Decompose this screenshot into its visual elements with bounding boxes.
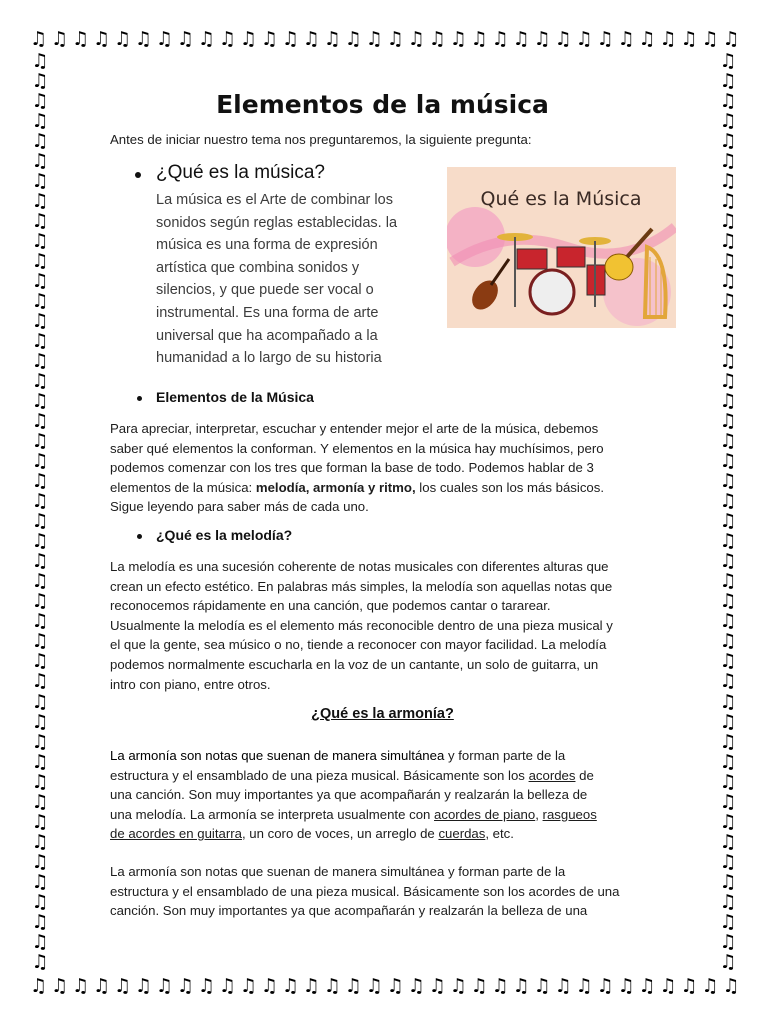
bullet-dot <box>135 172 141 178</box>
link-acordes-piano[interactable]: acordes de piano <box>434 806 536 822</box>
body-line: música es una forma de expresión <box>156 237 378 254</box>
body-line <box>110 805 655 825</box>
music-note-icon: ♫ <box>533 975 551 997</box>
music-note-icon: ♫ <box>407 28 425 50</box>
music-note-icon: ♫ <box>31 750 49 773</box>
music-note-icon: ♫ <box>31 390 49 413</box>
body-line: una canción. Son muy importantes ya que acompañarán y realzarán la belleza de <box>110 787 588 803</box>
music-note-icon: ♫ <box>31 170 49 193</box>
music-note-icon: ♫ <box>31 850 49 873</box>
music-note-icon: ♫ <box>31 70 49 93</box>
music-note-icon: ♫ <box>31 530 49 553</box>
music-note-icon: ♫ <box>719 430 737 453</box>
music-note-icon: ♫ <box>449 28 467 50</box>
music-note-icon: ♫ <box>302 28 320 50</box>
music-note-icon: ♫ <box>323 975 341 997</box>
music-note-icon: ♫ <box>31 570 49 593</box>
border-right <box>716 52 740 972</box>
music-note-icon: ♫ <box>719 190 737 213</box>
bullet-dot <box>137 396 142 401</box>
music-note-icon: ♫ <box>31 410 49 433</box>
link-rasgueos[interactable]: rasgueos <box>542 806 597 822</box>
music-note-icon: ♫ <box>365 975 383 997</box>
text-span: de <box>575 767 594 783</box>
link-acordes[interactable]: acordes <box>528 767 576 783</box>
music-note-icon: ♫ <box>719 810 737 833</box>
body-line: podemos normalmente escucharla en la voz de un cantante, un solo de guitarra, un <box>110 656 599 672</box>
text-span: estructura y el ensamblado de una pieza musical. Básicamente son los <box>110 767 529 783</box>
body-line: universal que ha acompañado a la <box>156 327 378 344</box>
text-span: una melodía. La armonía se interpreta usualmente con <box>110 806 435 822</box>
elements-heading: Elementos de la Música <box>156 389 314 405</box>
music-note-icon: ♫ <box>344 975 362 997</box>
music-note-icon: ♫ <box>31 130 49 153</box>
music-note-icon: ♫ <box>31 670 49 693</box>
music-note-icon: ♫ <box>71 975 90 997</box>
music-note-icon: ♫ <box>719 170 737 193</box>
music-note-icon: ♫ <box>134 975 152 997</box>
body-line: La melodía es una sucesión coherente de notas musicales con diferentes alturas que <box>110 559 609 574</box>
music-note-icon: ♫ <box>719 570 737 593</box>
music-note-icon: ♫ <box>31 230 49 253</box>
music-note-icon: ♫ <box>31 770 49 793</box>
music-note-icon: ♫ <box>31 630 49 653</box>
music-note-icon: ♫ <box>470 975 488 997</box>
music-note-icon: ♫ <box>31 550 49 573</box>
music-note-icon: ♫ <box>719 350 737 373</box>
music-note-icon: ♫ <box>31 190 49 213</box>
body-line: Usualmente la melodía es el elemento más reconocible dentro de una pieza musical y <box>110 617 613 633</box>
music-note-icon: ♫ <box>197 975 215 997</box>
body-line <box>110 746 655 766</box>
music-note-icon: ♫ <box>719 230 737 253</box>
music-note-icon: ♫ <box>719 590 737 613</box>
music-note-icon: ♫ <box>719 270 737 293</box>
music-note-icon: ♫ <box>719 510 737 533</box>
music-note-icon: ♫ <box>239 28 257 50</box>
music-note-icon: ♫ <box>31 250 49 273</box>
body-line: intro con piano, entre otros. <box>110 676 271 692</box>
music-note-icon: ♫ <box>197 28 215 50</box>
music-note-icon: ♫ <box>719 830 737 853</box>
music-note-icon: ♫ <box>719 770 737 793</box>
music-note-icon: ♫ <box>617 28 635 50</box>
music-note-icon: ♫ <box>31 950 49 972</box>
music-note-icon: ♫ <box>155 28 173 50</box>
music-note-icon: ♫ <box>719 250 737 273</box>
music-note-icon: ♫ <box>719 52 737 72</box>
music-note-icon: ♫ <box>344 28 362 50</box>
text-span: , etc. <box>485 826 514 842</box>
body-line: humanidad a lo largo de su historia <box>156 350 382 367</box>
illustration-svg <box>447 167 676 328</box>
music-note-icon: ♫ <box>701 28 719 50</box>
music-note-icon: ♫ <box>659 975 677 997</box>
music-note-icon: ♫ <box>31 490 49 513</box>
music-note-icon: ♫ <box>31 52 49 72</box>
harmony-paragraph-2 <box>110 862 655 921</box>
body-line: canción. Son muy importantes ya que acompañarán y realzarán la belleza de una <box>110 903 588 919</box>
music-note-icon: ♫ <box>281 975 299 997</box>
bold-elements: melodía, armonía y ritmo, <box>255 479 416 495</box>
illustration-caption: Qué es la Música <box>480 188 642 210</box>
music-note-icon: ♫ <box>638 975 656 997</box>
music-note-icon: ♫ <box>31 210 49 233</box>
music-note-icon: ♫ <box>31 150 49 173</box>
body-line <box>110 478 655 498</box>
music-note-icon: ♫ <box>533 28 551 50</box>
music-note-icon: ♫ <box>719 70 737 93</box>
music-note-icon: ♫ <box>719 90 737 113</box>
music-note-icon: ♫ <box>260 975 278 997</box>
music-note-icon: ♫ <box>31 270 49 293</box>
music-note-icon: ♫ <box>719 950 737 972</box>
text-span: , un coro de voces, un arreglo de <box>241 826 439 842</box>
body-line: saber qué elementos la conforman. Y elementos en la música hay muchísimos, pero <box>110 440 604 456</box>
link-acordes-guitarra[interactable]: de acordes en guitarra <box>110 826 242 842</box>
music-note-icon: ♫ <box>719 530 737 553</box>
intro-text: Antes de iniciar nuestro tema nos preguntaremos, la siguiente pregunta: <box>110 132 532 147</box>
melody-paragraph <box>110 557 655 694</box>
music-note-icon: ♫ <box>31 910 49 933</box>
page-title: Elementos de la música <box>216 90 549 119</box>
harmony-heading: ¿Qué es la armonía? <box>311 706 454 722</box>
music-note-icon: ♫ <box>719 870 737 893</box>
music-note-icon: ♫ <box>638 28 656 50</box>
text-span: , <box>535 806 543 822</box>
music-note-icon: ♫ <box>31 810 49 833</box>
body-line: silencios, y que puede ser vocal o <box>156 282 374 299</box>
music-note-icon: ♫ <box>719 650 737 673</box>
elements-paragraph <box>110 419 655 517</box>
music-note-icon: ♫ <box>680 975 698 997</box>
music-note-icon: ♫ <box>31 350 49 373</box>
music-note-icon: ♫ <box>218 975 236 997</box>
body-line <box>110 766 655 786</box>
music-note-icon: ♫ <box>113 975 131 997</box>
body-line: el que la gente, sea músico o no, tiende a reconocer con mayor facilidad. La melodía <box>110 637 607 653</box>
music-note-icon: ♫ <box>386 975 404 997</box>
music-note-icon: ♫ <box>31 370 49 393</box>
body-line: La armonía son notas que suenan de manera simultánea y forman parte de la <box>110 864 566 879</box>
body-line: artística que combina sonidos y <box>156 259 360 276</box>
music-note-icon: ♫ <box>31 650 49 673</box>
music-note-icon: ♫ <box>701 975 719 997</box>
question-music-heading: ¿Qué es la música? <box>156 162 325 183</box>
bullet-dot <box>137 534 142 539</box>
border-top <box>30 28 740 50</box>
music-note-icon: ♫ <box>31 730 49 753</box>
music-note-icon: ♫ <box>719 450 737 473</box>
music-note-icon: ♫ <box>719 550 737 573</box>
music-note-icon: ♫ <box>71 28 90 50</box>
music-note-icon: ♫ <box>31 110 49 133</box>
music-note-icon: ♫ <box>659 28 677 50</box>
music-note-icon: ♫ <box>134 28 152 50</box>
music-note-icon: ♫ <box>719 470 737 493</box>
music-note-icon: ♫ <box>365 28 383 50</box>
music-note-icon: ♫ <box>31 290 49 313</box>
music-note-icon: ♫ <box>31 430 49 453</box>
music-note-icon: ♫ <box>31 930 49 953</box>
music-note-icon: ♫ <box>50 975 69 997</box>
music-note-icon: ♫ <box>92 28 110 50</box>
music-note-icon: ♫ <box>113 28 131 50</box>
body-line: reconocemos rápidamente en una canción, que podemos cantar o tararear. <box>110 598 551 614</box>
border-left <box>28 52 52 972</box>
music-note-icon: ♫ <box>719 290 737 313</box>
music-note-icon: ♫ <box>491 28 509 50</box>
melody-heading: ¿Qué es la melodía? <box>156 527 293 543</box>
music-note-icon: ♫ <box>31 830 49 853</box>
body-line: Para apreciar, interpretar, escuchar y entender mejor el arte de la música, debemos <box>110 421 599 436</box>
music-note-icon: ♫ <box>428 975 446 997</box>
music-note-icon: ♫ <box>719 890 737 913</box>
body-line: crean un efecto estético. En palabras más simples, la melodía son aquellas notas que <box>110 578 613 594</box>
music-note-icon: ♫ <box>407 975 425 997</box>
music-note-icon: ♫ <box>719 490 737 513</box>
music-note-icon: ♫ <box>596 975 614 997</box>
body-line: podemos comenzar con los tres que forman la base de todo. Podemos hablar de 3 <box>110 460 594 476</box>
music-note-icon: ♫ <box>575 28 593 50</box>
music-note-icon: ♫ <box>719 730 737 753</box>
music-note-icon: ♫ <box>554 28 572 50</box>
body-line: La música es el Arte de combinar los <box>156 192 393 208</box>
music-note-icon: ♫ <box>323 28 341 50</box>
body-line: Sigue leyendo para saber más de cada uno. <box>110 499 369 515</box>
music-note-icon: ♫ <box>719 110 737 133</box>
music-note-icon: ♫ <box>722 28 740 50</box>
music-note-icon: ♫ <box>617 975 635 997</box>
music-note-icon: ♫ <box>719 390 737 413</box>
music-instruments-illustration <box>447 167 676 328</box>
music-note-icon: ♫ <box>31 690 49 713</box>
music-note-icon: ♫ <box>31 470 49 493</box>
music-note-icon: ♫ <box>31 590 49 613</box>
border-bottom <box>30 975 740 997</box>
music-note-icon: ♫ <box>31 790 49 813</box>
music-note-icon: ♫ <box>31 870 49 893</box>
music-note-icon: ♫ <box>719 690 737 713</box>
music-note-icon: ♫ <box>449 975 467 997</box>
music-note-icon: ♫ <box>719 310 737 333</box>
music-note-icon: ♫ <box>719 930 737 953</box>
music-note-icon: ♫ <box>719 670 737 693</box>
music-note-icon: ♫ <box>92 975 110 997</box>
music-note-icon: ♫ <box>30 28 48 50</box>
music-note-icon: ♫ <box>281 28 299 50</box>
music-note-icon: ♫ <box>719 710 737 733</box>
music-note-icon: ♫ <box>302 975 320 997</box>
text-span: La armonía son notas que suenan de manera simultánea <box>110 748 445 763</box>
music-note-icon: ♫ <box>155 975 173 997</box>
music-note-icon: ♫ <box>719 330 737 353</box>
music-note-icon: ♫ <box>719 630 737 653</box>
harmony-paragraph <box>110 746 655 844</box>
music-note-icon: ♫ <box>719 610 737 633</box>
music-note-icon: ♫ <box>719 130 737 153</box>
music-note-icon: ♫ <box>719 790 737 813</box>
link-cuerdas[interactable]: cuerdas <box>438 826 486 842</box>
music-note-icon: ♫ <box>31 310 49 333</box>
music-note-icon: ♫ <box>31 90 49 113</box>
music-note-icon: ♫ <box>31 710 49 733</box>
music-note-icon: ♫ <box>719 910 737 933</box>
music-note-icon: ♫ <box>386 28 404 50</box>
music-note-icon: ♫ <box>50 28 69 50</box>
music-note-icon: ♫ <box>428 28 446 50</box>
music-note-icon: ♫ <box>719 410 737 433</box>
music-note-icon: ♫ <box>31 450 49 473</box>
music-note-icon: ♫ <box>722 975 740 997</box>
body-line: instrumental. Es una forma de arte <box>156 304 379 321</box>
music-note-icon: ♫ <box>575 975 593 997</box>
music-note-icon: ♫ <box>719 750 737 773</box>
body-line: estructura y el ensamblado de una pieza musical. Básicamente son los acordes de una <box>110 883 620 899</box>
music-note-icon: ♫ <box>31 610 49 633</box>
question-music-body <box>156 189 446 370</box>
music-note-icon: ♫ <box>554 975 572 997</box>
music-note-icon: ♫ <box>260 28 278 50</box>
music-note-icon: ♫ <box>31 890 49 913</box>
music-note-icon: ♫ <box>470 28 488 50</box>
music-note-icon: ♫ <box>239 975 257 997</box>
body-line <box>110 824 655 844</box>
music-note-icon: ♫ <box>218 28 236 50</box>
music-note-icon: ♫ <box>680 28 698 50</box>
text-span: los cuales son los más básicos. <box>415 479 605 495</box>
text-span: elementos de la música: <box>110 479 256 495</box>
music-note-icon: ♫ <box>719 150 737 173</box>
body-line: sonidos según reglas establecidas. la <box>156 214 398 231</box>
music-note-icon: ♫ <box>512 28 530 50</box>
text-span: y forman parte de la <box>444 748 566 763</box>
music-note-icon: ♫ <box>512 975 530 997</box>
music-note-icon: ♫ <box>719 850 737 873</box>
music-note-icon: ♫ <box>596 28 614 50</box>
music-note-icon: ♫ <box>491 975 509 997</box>
music-note-icon: ♫ <box>176 975 194 997</box>
music-note-icon: ♫ <box>176 28 194 50</box>
music-note-icon: ♫ <box>719 210 737 233</box>
music-note-icon: ♫ <box>31 510 49 533</box>
music-note-icon: ♫ <box>30 975 48 997</box>
music-note-icon: ♫ <box>719 370 737 393</box>
music-note-icon: ♫ <box>31 330 49 353</box>
